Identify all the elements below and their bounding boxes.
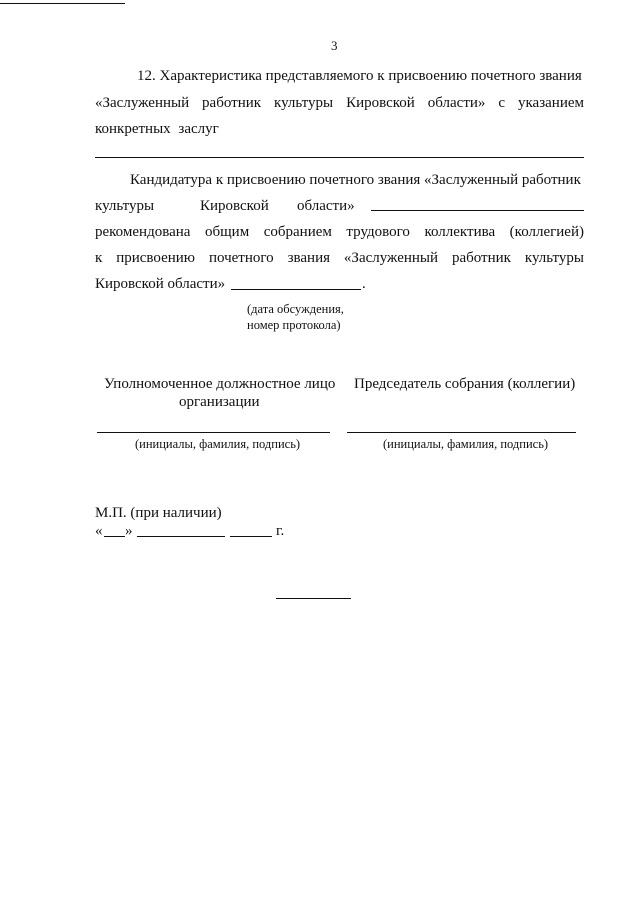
merits-blank-line (95, 157, 584, 158)
chairman-title: Председатель собрания (коллегии) (354, 376, 576, 392)
chairman-signature-line (347, 432, 576, 433)
date-open-quote: « (95, 523, 103, 539)
section-12-line-1: 12. Характеристика представляемого к присвоению почетного звания (137, 68, 582, 84)
candidacy-line-5-end: . (362, 276, 366, 292)
candidacy-line-2-word-3: области» (297, 198, 355, 214)
candidacy-line-3: рекомендована общим собранием трудового коллектива (коллегией) (95, 224, 584, 240)
discussion-note-1: (дата обсуждения, (247, 302, 344, 316)
section-12-line-3: конкретных заслуг (95, 121, 219, 137)
candidacy-blank-line-1 (371, 210, 584, 211)
discussion-note-2: номер протокола) (247, 318, 341, 332)
official-title-line-1: Уполномоченное должностное лицо (104, 376, 336, 392)
candidacy-line-2-word-1: культуры (95, 198, 155, 214)
stamp-label: М.П. (при наличии) (95, 505, 222, 521)
candidacy-line-4: к присвоению почетного звания «Заслуженный работник культуры (95, 250, 584, 266)
page-number: 3 (331, 38, 338, 53)
candidacy-line-2-word-2: Кировской (200, 198, 269, 214)
year-suffix: г. (276, 523, 285, 539)
section-12-line-2: «Заслуженный работник культуры Кировской области» с указанием (95, 95, 584, 111)
chairman-signature-caption: (инициалы, фамилия, подпись) (383, 437, 549, 451)
discussion-date-blank-line (231, 289, 361, 290)
document-end-line (276, 598, 351, 599)
scan-edge-line (0, 3, 125, 4)
candidacy-line-1: Кандидатура к присвоению почетного звания «Заслуженный работник (130, 172, 581, 188)
date-day-blank (104, 536, 125, 537)
official-signature-line (97, 432, 330, 433)
date-month-blank (137, 536, 225, 537)
date-year-blank (230, 536, 272, 537)
candidacy-line-5: Кировской области» (95, 276, 226, 292)
date-close-quote: » (125, 523, 133, 539)
official-title-line-2: организации (179, 394, 260, 410)
official-signature-caption: (инициалы, фамилия, подпись) (135, 437, 301, 451)
